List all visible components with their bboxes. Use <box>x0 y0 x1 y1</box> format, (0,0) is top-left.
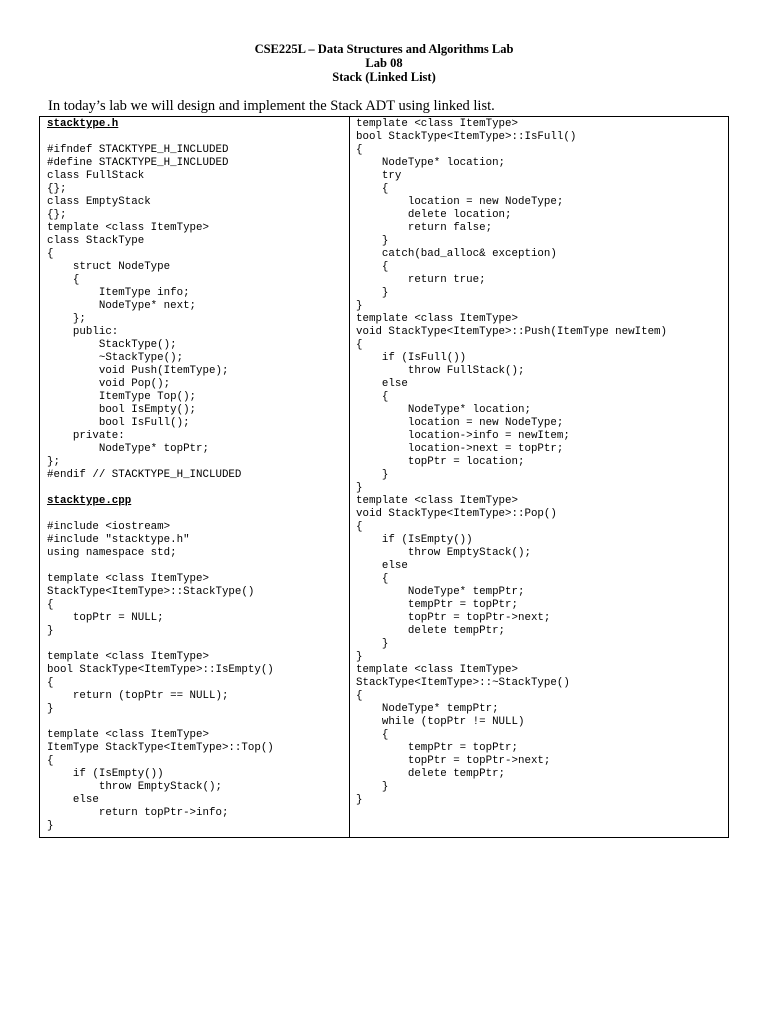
code-line: throw EmptyStack(); <box>47 781 222 793</box>
file-title: stacktype.cpp <box>47 495 132 507</box>
code-line: void Push(ItemType); <box>47 365 229 377</box>
code-line: throw FullStack(); <box>356 365 525 377</box>
file-title: stacktype.h <box>47 118 119 130</box>
code-line: return topPtr->info; <box>47 807 229 819</box>
code-line: } <box>356 287 389 299</box>
code-line <box>47 508 274 521</box>
code-line: if (IsEmpty()) <box>356 534 473 546</box>
code-line: {}; <box>47 183 67 195</box>
code-line: StackType<ItemType>::StackType() <box>47 586 255 598</box>
lab-topic: Stack (Linked List) <box>332 70 436 84</box>
code-line: private: <box>47 430 125 442</box>
code-line: StackType(); <box>47 339 177 351</box>
code-line: } <box>356 638 389 650</box>
code-line <box>47 638 274 651</box>
code-line: } <box>47 820 54 832</box>
course-title: CSE225L – Data Structures and Algorithms Lab <box>254 42 514 56</box>
code-line: #define STACKTYPE_H_INCLUDED <box>47 157 229 169</box>
code-line: template <class ItemType> <box>356 118 518 130</box>
code-line: topPtr = location; <box>356 456 525 468</box>
code-line: NodeType* location; <box>356 157 506 169</box>
code-line: else <box>356 560 408 572</box>
code-line: NodeType* tempPtr; <box>356 703 499 715</box>
code-line: template <class ItemType> <box>356 664 518 676</box>
code-line: public: <box>47 326 119 338</box>
code-line: delete tempPtr; <box>356 625 506 637</box>
code-line: } <box>47 625 54 637</box>
code-line: bool StackType<ItemType>::IsEmpty() <box>47 664 274 676</box>
code-line: ItemType StackType<ItemType>::Top() <box>47 742 274 754</box>
code-line: } <box>47 703 54 715</box>
code-line: ItemType info; <box>47 287 190 299</box>
code-line: } <box>356 300 363 312</box>
code-line: topPtr = NULL; <box>47 612 164 624</box>
left-code-column <box>47 118 274 833</box>
code-line: { <box>356 521 363 533</box>
code-line: StackType<ItemType>::~StackType() <box>356 677 570 689</box>
code-line: }; <box>47 456 60 468</box>
code-line: #include <iostream> <box>47 521 171 533</box>
document-header <box>0 42 768 84</box>
code-line: tempPtr = topPtr; <box>356 599 518 611</box>
code-line: location = new NodeType; <box>356 196 564 208</box>
code-line: { <box>356 144 363 156</box>
right-code-column <box>356 118 667 807</box>
code-line: ItemType Top(); <box>47 391 197 403</box>
code-line: using namespace std; <box>47 547 177 559</box>
code-line: template <class ItemType> <box>356 313 518 325</box>
code-line: template <class ItemType> <box>47 729 209 741</box>
code-line: { <box>47 274 80 286</box>
code-line: if (IsFull()) <box>356 352 467 364</box>
code-line: catch(bad_alloc& exception) <box>356 248 557 260</box>
code-line: ~StackType(); <box>47 352 184 364</box>
code-line: NodeType* topPtr; <box>47 443 209 455</box>
code-line: }; <box>47 313 86 325</box>
code-line: template <class ItemType> <box>47 573 209 585</box>
code-line: } <box>356 235 389 247</box>
code-line: throw EmptyStack(); <box>356 547 531 559</box>
code-line: { <box>47 599 54 611</box>
code-line: class StackType <box>47 235 145 247</box>
code-line: #include "stacktype.h" <box>47 534 190 546</box>
code-line: return (topPtr == NULL); <box>47 690 229 702</box>
code-line: location->info = newItem; <box>356 430 570 442</box>
code-line: struct NodeType <box>47 261 171 273</box>
code-line: tempPtr = topPtr; <box>356 742 518 754</box>
code-line: location = new NodeType; <box>356 417 564 429</box>
code-line: { <box>356 261 389 273</box>
code-line: topPtr = topPtr->next; <box>356 755 551 767</box>
code-line: { <box>356 339 363 351</box>
code-line <box>47 482 274 495</box>
intro-paragraph: In today’s lab we will design and implement the Stack ADT using linked list. <box>48 98 495 114</box>
code-line: { <box>356 690 363 702</box>
code-table <box>39 116 729 838</box>
code-line: template <class ItemType> <box>47 651 209 663</box>
code-line: { <box>47 755 54 767</box>
code-line: { <box>356 729 389 741</box>
lab-number: Lab 08 <box>365 56 403 70</box>
code-line: { <box>47 248 54 260</box>
code-line: } <box>356 781 389 793</box>
code-line: bool IsEmpty(); <box>47 404 197 416</box>
code-line: #ifndef STACKTYPE_H_INCLUDED <box>47 144 229 156</box>
code-line: } <box>356 469 389 481</box>
code-line: bool IsFull(); <box>47 417 190 429</box>
code-line <box>47 131 274 144</box>
code-line: if (IsEmpty()) <box>47 768 164 780</box>
code-line: { <box>356 391 389 403</box>
code-line: try <box>356 170 402 182</box>
code-line: template <class ItemType> <box>47 222 209 234</box>
code-line: {}; <box>47 209 67 221</box>
code-line: NodeType* next; <box>47 300 197 312</box>
code-line: else <box>47 794 99 806</box>
code-line: while (topPtr != NULL) <box>356 716 525 728</box>
code-line: } <box>356 794 363 806</box>
code-line: void StackType<ItemType>::Pop() <box>356 508 557 520</box>
code-line: NodeType* tempPtr; <box>356 586 525 598</box>
code-line: template <class ItemType> <box>356 495 518 507</box>
code-line: } <box>356 651 363 663</box>
code-line: bool StackType<ItemType>::IsFull() <box>356 131 577 143</box>
code-line: { <box>356 573 389 585</box>
code-line: { <box>356 183 389 195</box>
code-line: return false; <box>356 222 493 234</box>
code-line: void StackType<ItemType>::Push(ItemType newItem) <box>356 326 668 338</box>
code-line: } <box>356 482 363 494</box>
code-line: class EmptyStack <box>47 196 151 208</box>
code-line: location->next = topPtr; <box>356 443 564 455</box>
column-divider <box>349 117 350 837</box>
code-line: NodeType* location; <box>356 404 531 416</box>
code-line: delete tempPtr; <box>356 768 506 780</box>
code-line: return true; <box>356 274 486 286</box>
code-line: else <box>356 378 408 390</box>
code-line <box>47 560 274 573</box>
code-line <box>47 716 274 729</box>
code-line: class FullStack <box>47 170 145 182</box>
code-line: void Pop(); <box>47 378 171 390</box>
code-line: topPtr = topPtr->next; <box>356 612 551 624</box>
code-line: { <box>47 677 54 689</box>
code-line: delete location; <box>356 209 512 221</box>
code-line: #endif // STACKTYPE_H_INCLUDED <box>47 469 242 481</box>
